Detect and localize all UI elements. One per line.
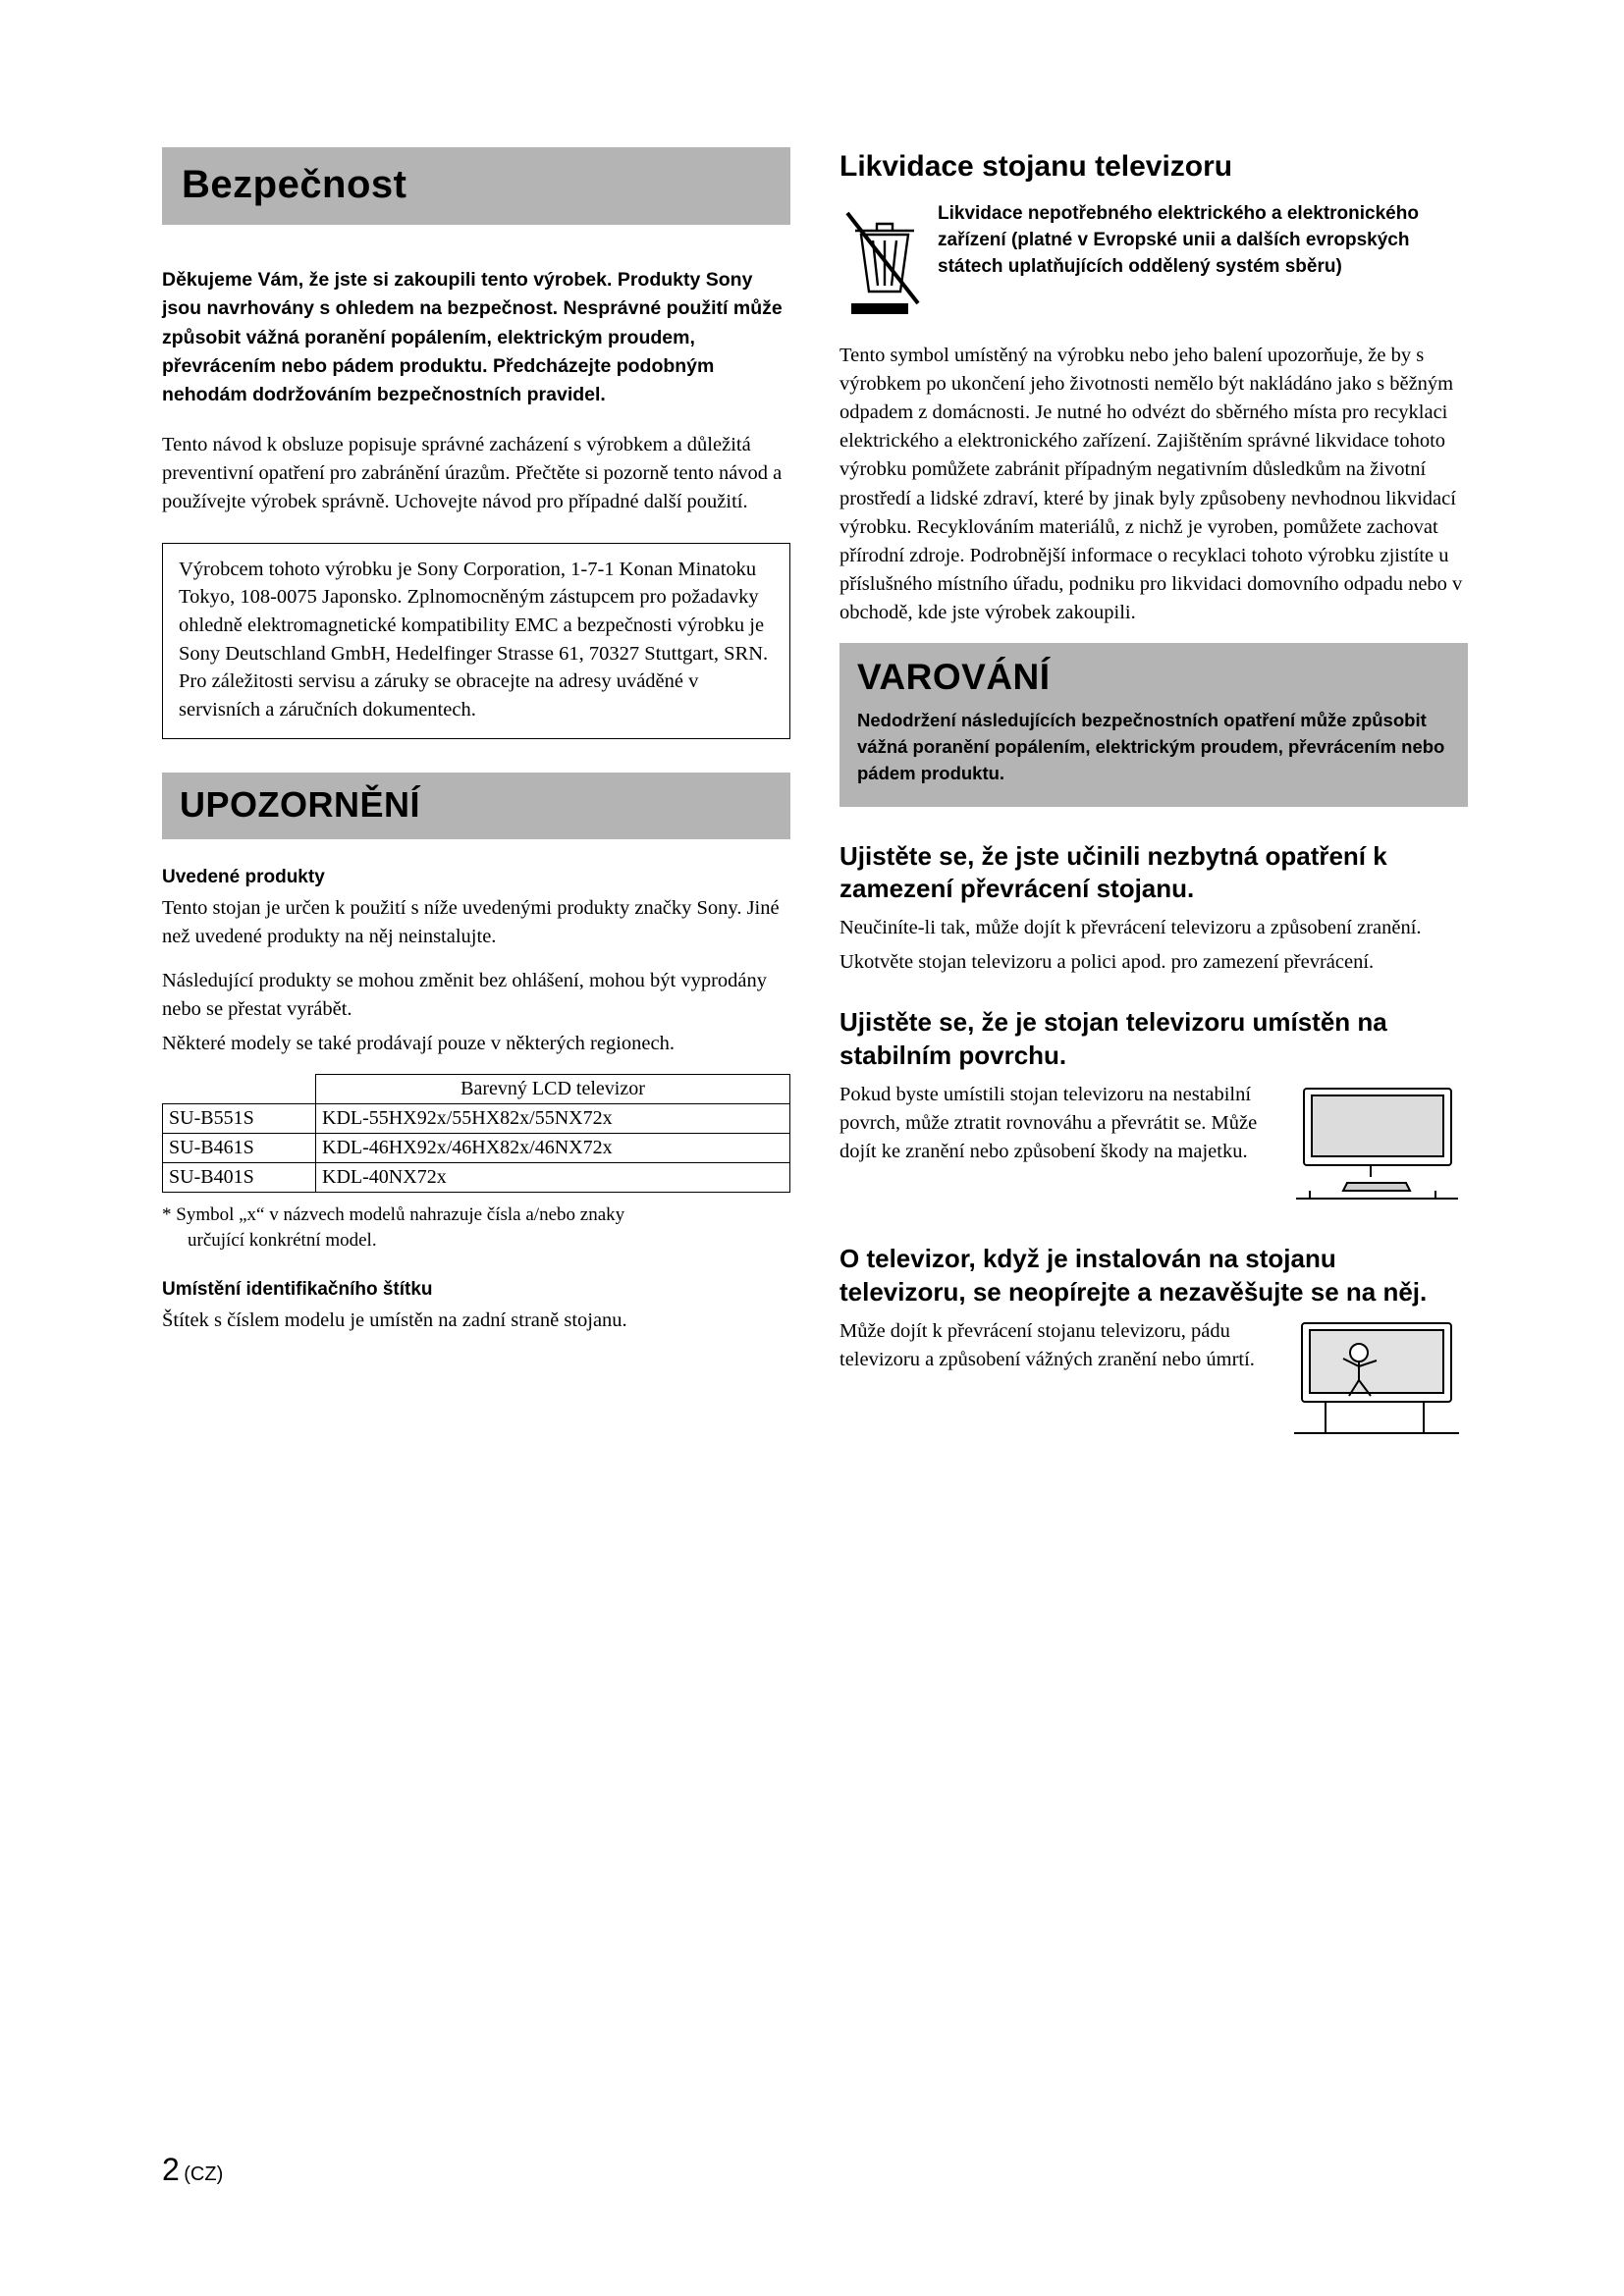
page-number: 2 (162, 2152, 180, 2187)
section-stable-surface (839, 1006, 1468, 1213)
section-anti-tip-paragraph-1: Neučiníte-li tak, může dojít k převrácení televizoru a způsobení zranění. (839, 917, 1422, 939)
weee-paragraph: Tento symbol umístěný na výrobku nebo jeho balení upozorňuje, že by s výrobkem po ukončení jeho životnosti nemělo být nakládáno jako s běžným odpadem z domácnosti. Je nutné ho odvézt do sběrného místa pro recyklaci elektrického a elektronického zařízení. Zajištěním správné likvidace tohoto výrobku pomůžete zabránit případným negativním důsledkům na životní prostředí a lidské zdraví, které by jinak byly způsobeny nevhodnou likvidací výrobku. Recyklováním materiálů, z nichž je vyroben, pomůžete zachovat přírodní zdroje. Podrobnější informace o recyklaci tohoto výrobku zjistíte u příslušného místního úřadu, podniku pro likvidaci domovního odpadu nebo v obchodě, kde jste výrobek zakoupili. (839, 345, 1463, 623)
section-anti-tip (839, 840, 1468, 978)
table-header-row (163, 1075, 790, 1104)
table-cell-model: SU-B551S (163, 1104, 316, 1134)
section-do-not-lean-paragraph: Může dojít k převrácení stojanu televizoru, pádu televizoru a způsobení vážných zranění nebo úmrtí. (839, 1319, 1255, 1370)
table-footnote-text: * Symbol „x“ v názvech modelů nahrazuje čísla a/nebo znaky (162, 1204, 625, 1226)
section-anti-tip-title: Ujistěte se, že jste učinili nezbytná opatření k zamezení převrácení stojanu. (839, 840, 1387, 904)
products-paragraph-2: Následující produkty se mohou změnit bez ohlášení, mohou být vyprodány nebo se přestat vyrábět. (162, 969, 768, 1021)
page-language-code: (CZ) (184, 2163, 224, 2185)
table-footnote-continued: určující konkrétní model. (188, 1229, 377, 1251)
heading-caution: UPOZORNĚNÍ (162, 773, 790, 839)
intro-bold-paragraph: Děkujeme Vám, že jste si zakoupili tento výrobek. Produkty Sony jsou navrhovány s ohledem na bezpečnost. Nesprávné použití může způsobit vážná poranění popálením, elektrickým proudem, převrácením nebo pádem produktu. Předcházejte podobným nehodám dodržováním bezpečnostních pravidel. (162, 269, 783, 405)
intro-paragraph: Tento návod k obsluze popisuje správné zacházení s výrobkem a důležitá preventivní opatření pro zabránění úrazům. Přečtěte si pozorně tento návod a používejte výrobek správně. Uchovejte návod pro případné další použití. (162, 434, 783, 513)
warning-body: Nedodržení následujících bezpečnostních opatření může způsobit vážná poranění popálením, elektrickým proudem, převrácením nebo pádem produktu. (857, 710, 1445, 783)
warning-title: VAROVÁNÍ (857, 657, 1051, 698)
table-row (163, 1134, 790, 1163)
table-row (163, 1104, 790, 1134)
section-anti-tip-paragraph-2: Ukotvěte stojan televizoru a polici apod. pro zamezení převrácení. (839, 951, 1375, 974)
table-row (163, 1163, 790, 1193)
left-column (162, 147, 790, 1351)
right-column (839, 147, 1468, 1479)
heading-disposal: Likvidace stojanu televizoru (839, 150, 1233, 183)
page-footer (162, 2152, 223, 2188)
section-stable-surface-paragraph: Pokud byste umístili stojan televizoru na nestabilní povrch, může ztratit rovnováhu a převrátit se. Může dojít ke zranění nebo způsobení škody na majetku. (839, 1083, 1258, 1163)
heading-safety: Bezpečnost (162, 147, 790, 225)
subheading-listed-products: Uvedené produkty (162, 866, 325, 887)
label-location-paragraph: Štítek s číslem modelu je umístěn na zadní straně stojanu. (162, 1308, 627, 1331)
table-cell-model: SU-B461S (163, 1134, 316, 1163)
tv-on-unstable-stand-illustration (1286, 1081, 1468, 1213)
table-cell-model: SU-B401S (163, 1163, 316, 1193)
section-do-not-lean (839, 1243, 1468, 1450)
manufacturer-info-box: Výrobcem tohoto výrobku je Sony Corporation, 1-7-1 Konan Minatoku Tokyo, 108-0075 Japonsko. Zplnomocněným zástupcem pro požadavky ohledně elektromagnetické kompatibility EMC a bezpečnosti výrobku je Sony Deutschland GmbH, Hedelfinger Strasse 61, 70327 Stuttgart, SRN. Pro záležitosti servisu a záruky se obracejte na adresy uváděné v servisních a záručních dokumentech. (162, 543, 790, 739)
section-do-not-lean-title: O televizor, když je instalován na stojanu televizoru, se neopírejte a nezavěšujte se na něj. (839, 1243, 1428, 1307)
table-header-tv: Barevný LCD televizor (316, 1075, 790, 1104)
warning-box (839, 643, 1468, 806)
table-cell-tv: KDL-40NX72x (316, 1163, 790, 1193)
table-footnote (162, 1202, 790, 1253)
crossed-out-wheeled-bin-icon (839, 201, 924, 324)
subheading-label-location: Umístění identifikačního štítku (162, 1278, 433, 1300)
table-cell-tv: KDL-55HX92x/55HX82x/55NX72x (316, 1104, 790, 1134)
weee-text: Likvidace nepotřebného elektrického a elektronického zařízení (platné v Evropské unii a dalších evropských státech uplatňujících oddělený systém sběru) (938, 203, 1419, 277)
products-paragraph-3: Některé modely se také prodávají pouze v některých regionech. (162, 1033, 675, 1055)
weee-notice (839, 201, 1468, 324)
section-stable-surface-title: Ujistěte se, že je stojan televizoru umístěn na stabilním povrchu. (839, 1007, 1387, 1071)
table-cell-tv: KDL-46HX92x/46HX82x/46NX72x (316, 1134, 790, 1163)
person-leaning-on-tv-illustration (1286, 1317, 1468, 1450)
products-paragraph-1: Tento stojan je určen k použití s níže uvedenými produkty značky Sony. Jiné než uvedené produkty na něj neinstalujte. (162, 896, 780, 947)
model-compatibility-table (162, 1074, 790, 1193)
